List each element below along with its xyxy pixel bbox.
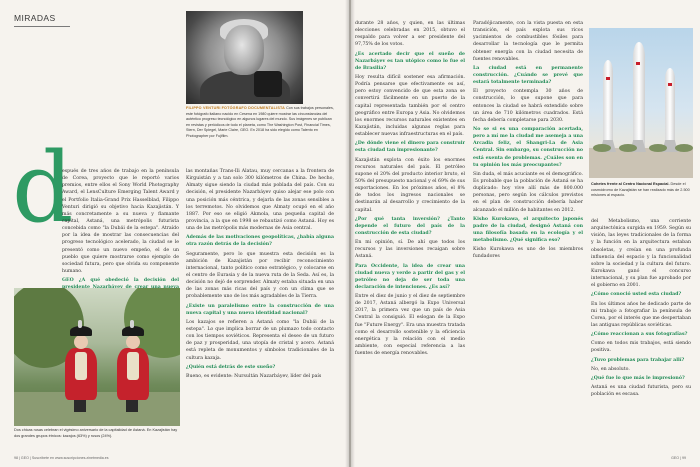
right-page	[351, 0, 700, 467]
paragraph: espués de tres años de trabajo en la península de Corea, proyecto que le reportó varios premios, entre ellos el Sony World Photography Award, el LensCulture Emerging Talent Award y el Portfolio Italia-Grand Prix Hasselblad, Filippo Venturi dirigió su objetivo hacia Kazajistán. Y más concretamente a su nueva y flamante capital, Astaná, una metrópolis futurista concebida como "la Dubái de la estepa". Atraído por la idea de mostrar las consecuencias del progreso tecnológico acelerado, la ciudad se le presentó como un nuevo empeño, el de un pueblo que quiere mostrarse como ejemplo de sociedad futura, pero que olvida su componente humano.	[62, 169, 179, 274]
left-page	[0, 0, 349, 467]
paragraph: Como en todos mis trabajos, está siendo positiva.	[591, 341, 691, 354]
question: ¿Por qué tanta inversión? ¿Tanto depende el futuro del país de la construcción de esta ciudad?	[355, 216, 465, 236]
girl-figure	[62, 326, 98, 412]
section-rule	[14, 26, 70, 27]
bush	[619, 144, 637, 152]
paragraph: Kisho Kurokawa es uno de los miembros fundadores	[473, 247, 583, 260]
paragraph: las montañas Trans-Ili Alatau, muy cercanas a la frontera de Kirguistán y a tan solo 300 kilómetros de China. De hecho, Almaty sigue siendo la ciudad más poblada del país. Con su decisión, el presidente Nazarbáyev quiso alejar ese polo con una posición más céntrica, y dejarla de las zonas sensibles a los terremotos. No olvidemos que Almaty ocupó en el año 1887. Por eso se eligió Akmola, una pequeña capital de provincia, a la que en 1998 se rebautizó como Astaná. Hoy es una de las metrópolis más modernas de Asia central.	[186, 169, 334, 232]
caption-text: Desde el cosmódromo de Kazajistán se han realizado más de 2.500 misiones al espacio.	[591, 182, 690, 197]
rocket	[603, 60, 613, 152]
credit-text: Con sus trabajos personales, este fotógrafo italiano nacido en Cesena en 1980 quiere mostrar las circunstancias del auténtico progreso tecnológico en algunos lugares del mundo. Sus imágenes se publican en revistas y periódicos de todo el planeta, como The Washington Post, Financial Times, Stern, Der Spiegel, Marie Claire, GEO. En 2018 ha sido elegido como Talento en Photographer por Fujifilm.	[186, 106, 334, 138]
question: ¿Qué fue lo que más le impresionó?	[591, 375, 685, 381]
paragraph: durante 28 años, y quien, en las últimas elecciones celebradas en 2015, obtuvo el respaldo para volver a ser presidente del 97,75% de los votos.	[355, 21, 465, 48]
article-column-3	[355, 20, 465, 359]
paragraph: Entre el diez de junio y el diez de septiembre de 2017, Astaná albergó la Expo Universal 2017, la primera vez que un país de Asia Central la consiguió. El eslogan de la Expo fue "Future Energy". Era una muestra tratada como el desarrollo sostenible y la eficiencia energética y la relación con el medio ambiente, con especial referencia a las fuentes de energía renovables.	[355, 294, 465, 357]
photo-rockets	[589, 28, 693, 178]
section-tag: MIRADAS	[14, 13, 56, 23]
credit-name: FILIPPO VENTURI	[186, 106, 221, 110]
article-column-5	[591, 218, 691, 400]
question: ¿Existe un paralelismo entre la construcción de una nueva capital y una nueva identidad nacional?	[186, 303, 334, 316]
paragraph: del Metabolismo, una corriente arquitectónica surgida en 1959. Según su visión, las leyes tradicionales de la forma y la función en la arquitectura estaban obsoletas, y creían en una profunda influencia del espacio y la funcionalidad sobre la sociedad y la cultura del futuro. Kurokawa ganó el concurso internacional, y su plan fue aprobado por el gobierno en 2001.	[591, 219, 691, 289]
paragraph: Hoy resulta difícil sostener esa afirmación. Podría pensarse que efectivamente es así, pero estoy convencido de que esta zona se convertirá fácilmente en un puerto de la capital representada también por el centro geográfico entre Europa y Asia. No olvidemos los enormes recursos naturales existentes en Kazajistán, incluidas algunas reglas para establecer nuevas infraestructuras en el país.	[355, 74, 465, 138]
paragraph: El proyecto contempla 30 años de construcción, lo que supone que para entonces la ciudad se habrá extendido sobre un área de 710 kilómetros cuadrados. Está fecha debería completarse para 2030.	[473, 89, 583, 123]
question: Kisho Kurokawa, el arquitecto japonés padre de la ciudad, designó Astaná con una filosofía basada en la ecología y el metabolismo. ¿Qué significa eso?	[473, 216, 583, 244]
girls-photo-caption: Dos chicas rusas celebran el vigésimo aniversario de la capitalidad de Astaná. En Kazajistán hay dos grandes grupos étnicos: kazajos (63%) y rusos (24%).	[14, 428, 178, 438]
paragraph: Los kazajos se refieren a Astaná como "la Dubái de la estepa". Lo que implica borrar de un plumazo todo contacto con los tiempos soviéticos. Representa el deseo de un futuro de paz y prosperidad, una utopía de cristal y acero. Astaná está repleta de monumentos y símbolos tradicionales de la cultura kazaja.	[186, 319, 334, 361]
bush	[593, 144, 611, 152]
bush	[675, 144, 693, 152]
paragraph: Bueno, es evidente: Nursultán Nazarbáyev, líder del país	[186, 373, 322, 379]
photographer-credit	[186, 106, 336, 139]
paragraph: Kazajistán explota con éxito los enormes recursos naturales del país. El petróleo supone el 20% del producto interior bruto, el 50% del presupuesto nacional y el 69% de sus exportaciones. En los próximos años, el 8% de todos los ingresos nacionales se destinarán al desarrollo y crecimiento de la capital.	[355, 157, 465, 213]
rocket	[665, 68, 675, 152]
question: ¿Cómo conoció usted esta ciudad?	[591, 292, 682, 298]
paragraph: En mi opinión, sí. De ahí que todos los recursos y las inversiones recaigan sobre Astaná.	[355, 240, 465, 260]
rockets-photo-caption	[591, 182, 693, 199]
question: ¿Es acertado decir que el sueño de Nazarbáyev es tan utópico como lo fue el de Brasilia?	[355, 51, 465, 71]
question: ¿Quién está detrás de este sueño?	[186, 364, 276, 370]
girl-figure	[114, 326, 150, 412]
rocket	[633, 42, 645, 152]
folio-right: GEO | 99	[671, 456, 686, 460]
paragraph: Seguramente, pero lo que muestra esta decisión es la ambición de Kazajistán por recibir reconocimiento internacional, tanto político como estratégico, y colocarse en el centro de Eurasia y de la nueva ruta de la Seda. Así es, la decisión no dejó de sorprender. Almaty estaba situada en una de las zonas más ricas del país y con un clima que se probablemente uno de los más agradables de la Tierra.	[186, 251, 334, 300]
caption-title: Cohetes frente al Centro Nacional Espacial.	[591, 182, 670, 186]
question: La ciudad está en permanente construcción. ¿Cuándo se prevé que estará totalmente terminada?	[473, 65, 583, 86]
portrait-head	[224, 25, 264, 75]
question: ¿Tuvo problemas para trabajar allí?	[591, 357, 685, 363]
photographer-portrait	[186, 11, 303, 104]
question: GEO ¿A qué obedeció la decisión del	[62, 278, 179, 284]
paragraph: No, en absoluto.	[591, 366, 630, 372]
question: No se si es una comparación acertada, pero a mí me la ciudad me asemeja a una Arcadia feliz, el Shangri-La de Asia Central. Sin embargo, su construcción no está exenta de problemas. ¿Cuáles son en tu opinión los más preocupantes?	[473, 126, 583, 168]
paragraph: En los últimos años he dedicado parte de mi trabajo a fotografiar la península de Corea, por el interés que me despertaban las antiguas repúblicas soviéticas.	[591, 301, 691, 328]
paragraph: Paradójicamente, con la vista puesta en esta transición, el país explota sus ricos yacimientos de combustibles fósiles para desarrollar la tecnología que le permita obtener energía con la ciudad necesita de fuentes renovables.	[473, 21, 583, 62]
question: ¿Cómo reaccionan a sus fotografías?	[591, 332, 688, 338]
article-column-2	[186, 168, 334, 382]
question: Para Occidente, la idea de crear una ciudad nueva y verde a partir del gas y el petróleo no deja de ser toda una declaración de intenciones. ¿Es así?	[355, 263, 465, 290]
drop-cap: d	[12, 132, 74, 244]
paragraph: Astaná es una ciudad futurista, pero su población es escasa.	[591, 384, 691, 398]
photo-two-girls	[14, 288, 180, 426]
question: ¿De dónde viene el dinero para construir esta ciudad tan impresionante?	[355, 141, 465, 154]
portrait-camera	[254, 71, 282, 97]
question: Además de las motivaciones geopolíticas, ¿había alguna otra razón detrás de la decisión?	[186, 235, 334, 248]
article-column-4	[473, 20, 583, 263]
folio-left: 98 | GEO | Suscríbete en www.suscripciones.zinetmedia.es	[14, 456, 109, 460]
credit-role: FOTÓGRAFO DOCUMENTALISTA	[221, 106, 286, 110]
paragraph: Sin duda, el más acuciante es el demográfico. Es probable que la población de Astaná se ha duplicado: hoy vive allí más de 800.000 personas, pero según los cálculos previstos en el plan de construcción debería haber alcanzado el millón de habitantes en 2012.	[473, 171, 583, 213]
bush	[649, 144, 667, 152]
ground	[589, 148, 693, 178]
